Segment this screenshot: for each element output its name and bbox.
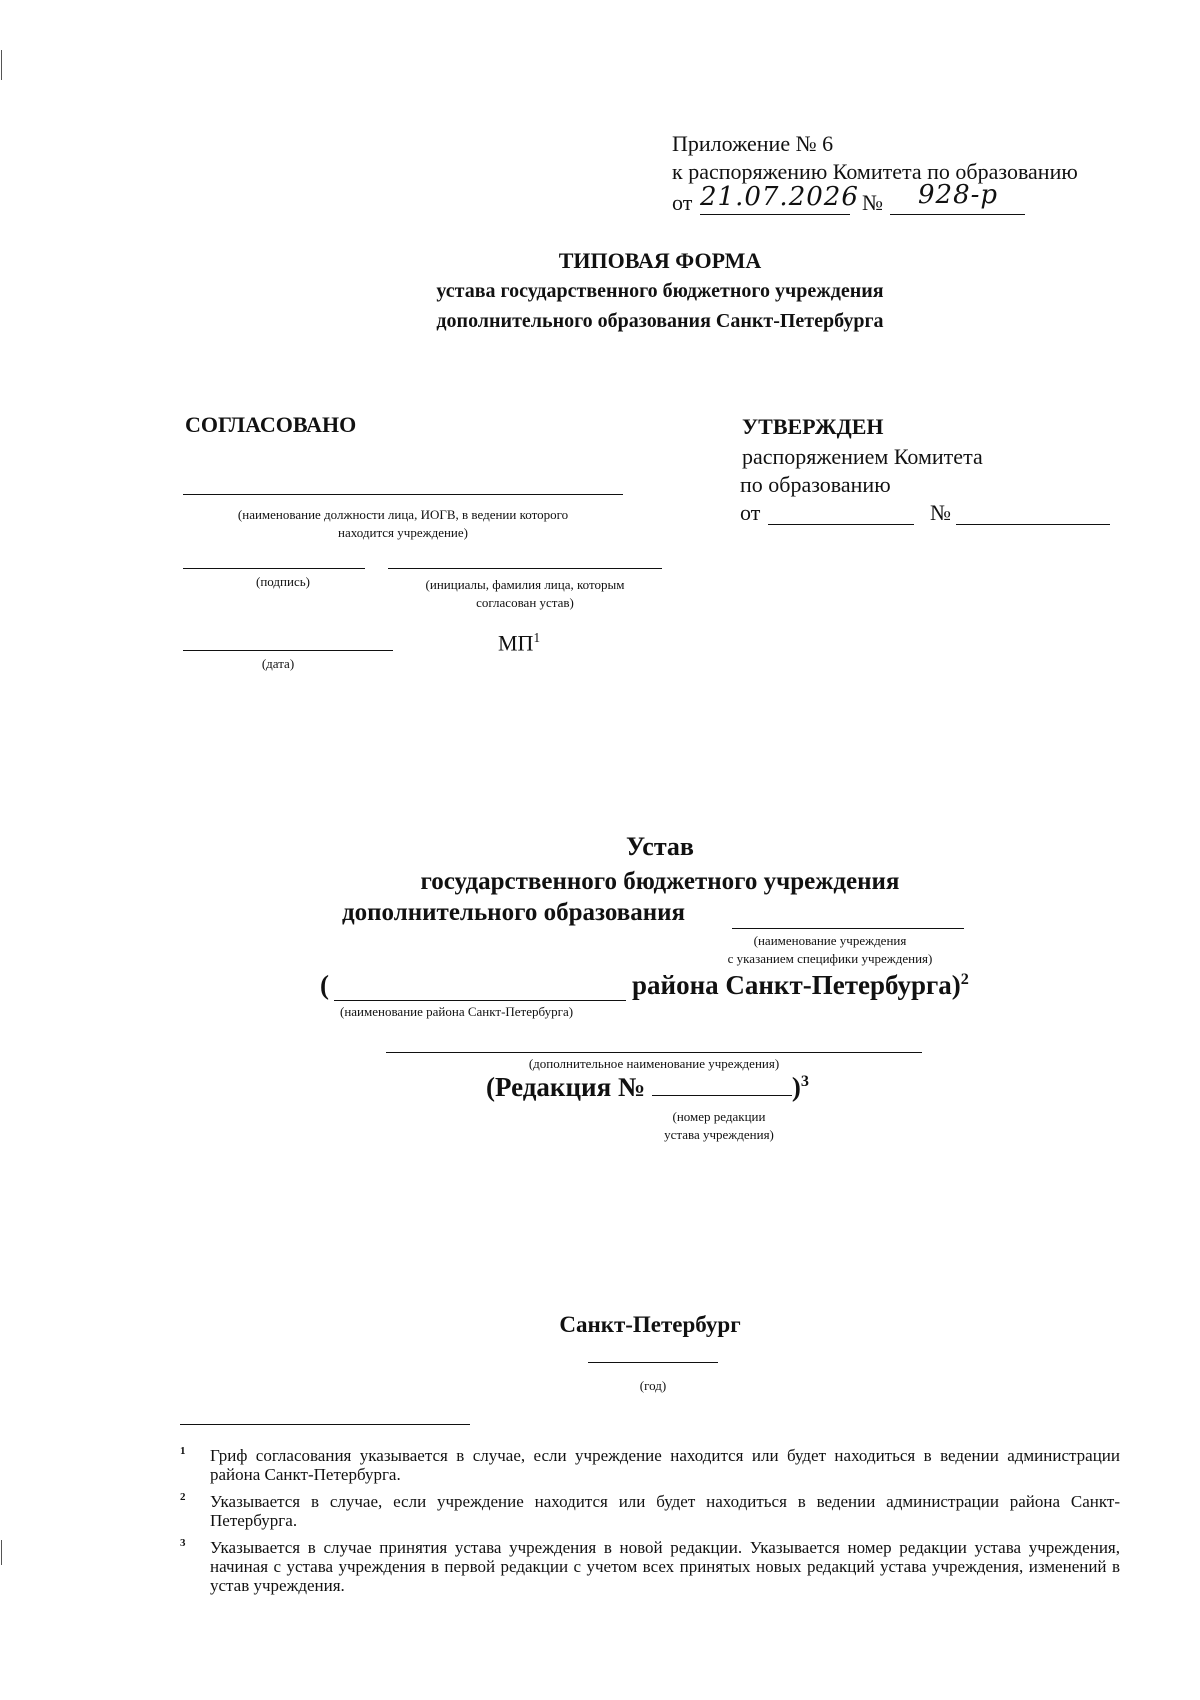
charter-district-open: ( <box>320 970 329 1000</box>
form-title <box>300 246 1020 336</box>
appendix-line1: Приложение № 6 <box>672 131 834 156</box>
appendix-block <box>672 130 1078 186</box>
charter-name-caption <box>680 932 980 968</box>
agreed-position-caption-1: (наименование должности лица, ИОГВ, в ведении которого <box>237 507 569 522</box>
agreed-initials-line <box>388 568 662 569</box>
agreed-seal <box>498 630 540 656</box>
charter-district-text: района Санкт-Петербурга) <box>632 970 961 1000</box>
agreed-position-caption <box>183 506 623 542</box>
city-name: Санкт-Петербург <box>559 1312 741 1337</box>
footnote-number: 1 <box>180 1445 186 1457</box>
agreed-date-line <box>183 650 393 651</box>
charter-edition-caption-1: (номер редакции <box>672 1109 766 1124</box>
approved-number-label: № <box>930 500 951 525</box>
approved-line2: по образованию <box>740 472 891 497</box>
charter-edition-label: (Редакция № <box>486 1072 646 1102</box>
appendix-line2: к распоряжению Комитета по образованию <box>672 159 1078 184</box>
year-line <box>588 1362 718 1363</box>
scan-edge-mark <box>1 1540 2 1565</box>
approved-date-line <box>768 524 914 525</box>
charter-name-line <box>732 928 964 929</box>
year-caption: (год) <box>639 1378 667 1393</box>
charter-district-caption: (наименование района Санкт-Петербурга) <box>340 1004 574 1019</box>
charter-name-caption-1: (наименование учреждения <box>753 933 907 948</box>
agreed-seal-footnote: 1 <box>533 630 541 645</box>
agreed-seal-text: МП <box>498 630 534 656</box>
footnote-number: 2 <box>180 1491 186 1503</box>
footnote-text: Указывается в случае, если учреждение находится или будет находиться в ведении администрации района Санкт-Петербурга. <box>210 1492 1120 1530</box>
approved-from-label: от <box>740 500 761 525</box>
charter-line3: дополнительного образования <box>342 899 686 926</box>
charter-additional-caption: (дополнительное наименование учреждения) <box>528 1056 780 1071</box>
footnote-item <box>180 1446 1120 1484</box>
footnote-item <box>180 1492 1120 1530</box>
footnote-separator <box>180 1424 470 1425</box>
approved-line1: распоряжением Комитета <box>742 444 983 469</box>
charter-district-line <box>334 1000 626 1001</box>
form-title-line1: ТИПОВАЯ ФОРМА <box>558 248 762 273</box>
approved-number-line <box>956 524 1110 525</box>
appendix-number-handwritten: 928-р <box>918 180 999 210</box>
charter-edition <box>486 1072 809 1103</box>
agreed-signature-line <box>183 568 365 569</box>
footnote-text: Указывается в случае принятия устава учреждения в новой редакции. Указывается номер редакции устава учреждения, начиная с устава учреждения в первой редакции с учетом всех принятых новых редакций устава учреждения, изменений в устав учреждения. <box>210 1538 1120 1595</box>
agreed-position-caption-2: находится учреждение) <box>338 525 468 540</box>
appendix-number-label: № <box>862 190 883 215</box>
footnote-text: Гриф согласования указывается в случае, если учреждение находится или будет находиться в ведении администрации района Санкт-Петербурга. <box>210 1446 1120 1484</box>
agreed-initials-caption-2: согласован устав) <box>476 595 574 610</box>
charter-edition-caption <box>644 1108 794 1144</box>
charter-title: Устав <box>626 832 694 861</box>
charter-edition-caption-2: устава учреждения) <box>664 1127 774 1142</box>
charter-edition-close: ) <box>791 1072 801 1102</box>
agreed-signature-caption: (подпись) <box>256 574 310 589</box>
appendix-from-label: от <box>672 190 693 215</box>
footnote-number: 3 <box>180 1537 186 1549</box>
charter-edition-line <box>652 1075 792 1096</box>
charter-district-footnote: 2 <box>960 970 969 988</box>
agreed-heading: СОГЛАСОВАНО <box>185 412 357 437</box>
form-title-line2: устава государственного бюджетного учреждения <box>436 280 884 302</box>
charter-name-caption-2: с указанием специфики учреждения) <box>727 951 933 966</box>
appendix-number-line <box>890 214 1025 215</box>
scan-edge-mark <box>1 50 2 80</box>
footnote-item <box>180 1538 1120 1595</box>
agreed-date-caption: (дата) <box>261 656 295 671</box>
charter-district <box>632 970 969 1001</box>
agreed-position-line <box>183 494 623 495</box>
charter-edition-footnote: 3 <box>800 1072 809 1090</box>
form-title-line3: дополнительного образования Санкт-Петербурга <box>436 310 884 332</box>
appendix-date-handwritten: 21.07.2026 <box>700 182 859 212</box>
agreed-initials-caption-1: (инициалы, фамилия лица, которым <box>425 577 625 592</box>
agreed-initials-caption <box>380 576 670 612</box>
approved-heading: УТВЕРЖДЕН <box>742 414 884 439</box>
charter-line2: государственного бюджетного учреждения <box>420 868 900 895</box>
charter-additional-line <box>386 1052 922 1053</box>
appendix-date-line <box>700 214 850 215</box>
